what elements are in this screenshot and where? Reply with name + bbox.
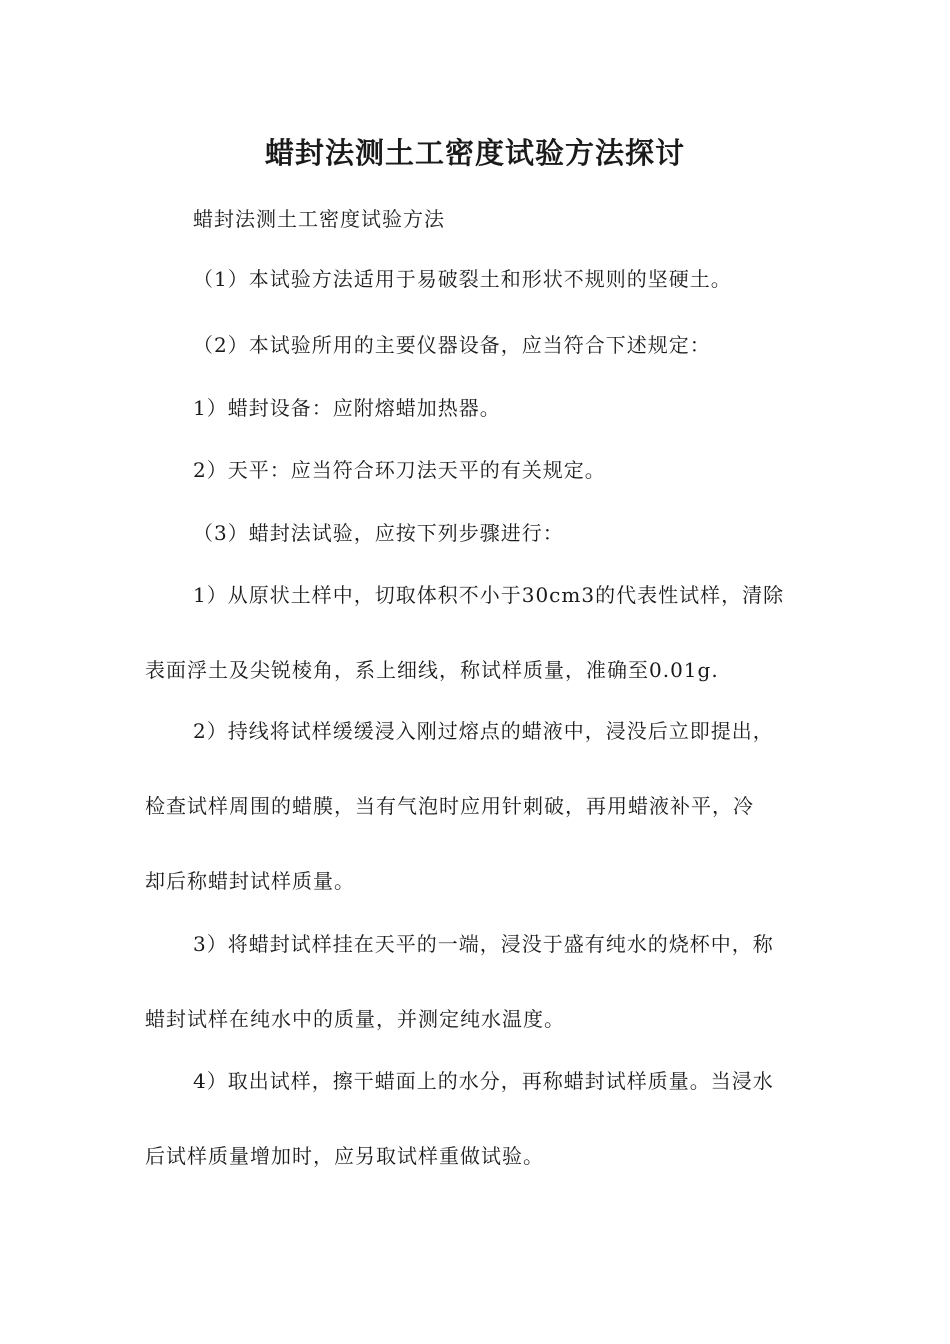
paragraph-procedure: （3）蜡封法试验，应按下列步骤进行： xyxy=(193,521,564,545)
step-3-line-2: 蜡封试样在纯水中的质量，并测定纯水温度。 xyxy=(145,1007,565,1031)
paragraph-scope: （1）本试验方法适用于易破裂土和形状不规则的坚硬土。 xyxy=(193,267,732,291)
list-item-wax-equipment: 1）蜡封设备：应附熔蜡加热器。 xyxy=(193,396,501,420)
step-3-line-1: 3）将蜡封试样挂在天平的一端，浸没于盛有纯水的烧杯中，称 xyxy=(193,932,774,956)
step-4-line-1: 4）取出试样，擦干蜡面上的水分，再称蜡封试样质量。当浸水 xyxy=(193,1069,774,1093)
paragraph-subtitle: 蜡封法测土工密度试验方法 xyxy=(193,207,445,231)
step-1-line-1: 1）从原状土样中，切取体积不小于30cm3的代表性试样，清除 xyxy=(193,583,785,607)
list-item-balance: 2）天平：应当符合环刀法天平的有关规定。 xyxy=(193,458,606,482)
document-title: 蜡封法测土工密度试验方法探讨 xyxy=(264,136,685,170)
paragraph-equipment: （2）本试验所用的主要仪器设备，应当符合下述规定： xyxy=(193,333,711,357)
step-1-line-2: 表面浮土及尖锐棱角，系上细线，称试样质量，准确至0.01g. xyxy=(145,658,719,682)
step-2-line-3: 却后称蜡封试样质量。 xyxy=(145,869,355,893)
step-2-line-2: 检查试样周围的蜡膜，当有气泡时应用针刺破，再用蜡液补平，冷 xyxy=(145,794,754,818)
step-2-line-1: 2）持线将试样缓缓浸入刚过熔点的蜡液中，浸没后立即提出， xyxy=(193,719,774,743)
step-4-line-2: 后试样质量增加时，应另取试样重做试验。 xyxy=(145,1144,544,1168)
